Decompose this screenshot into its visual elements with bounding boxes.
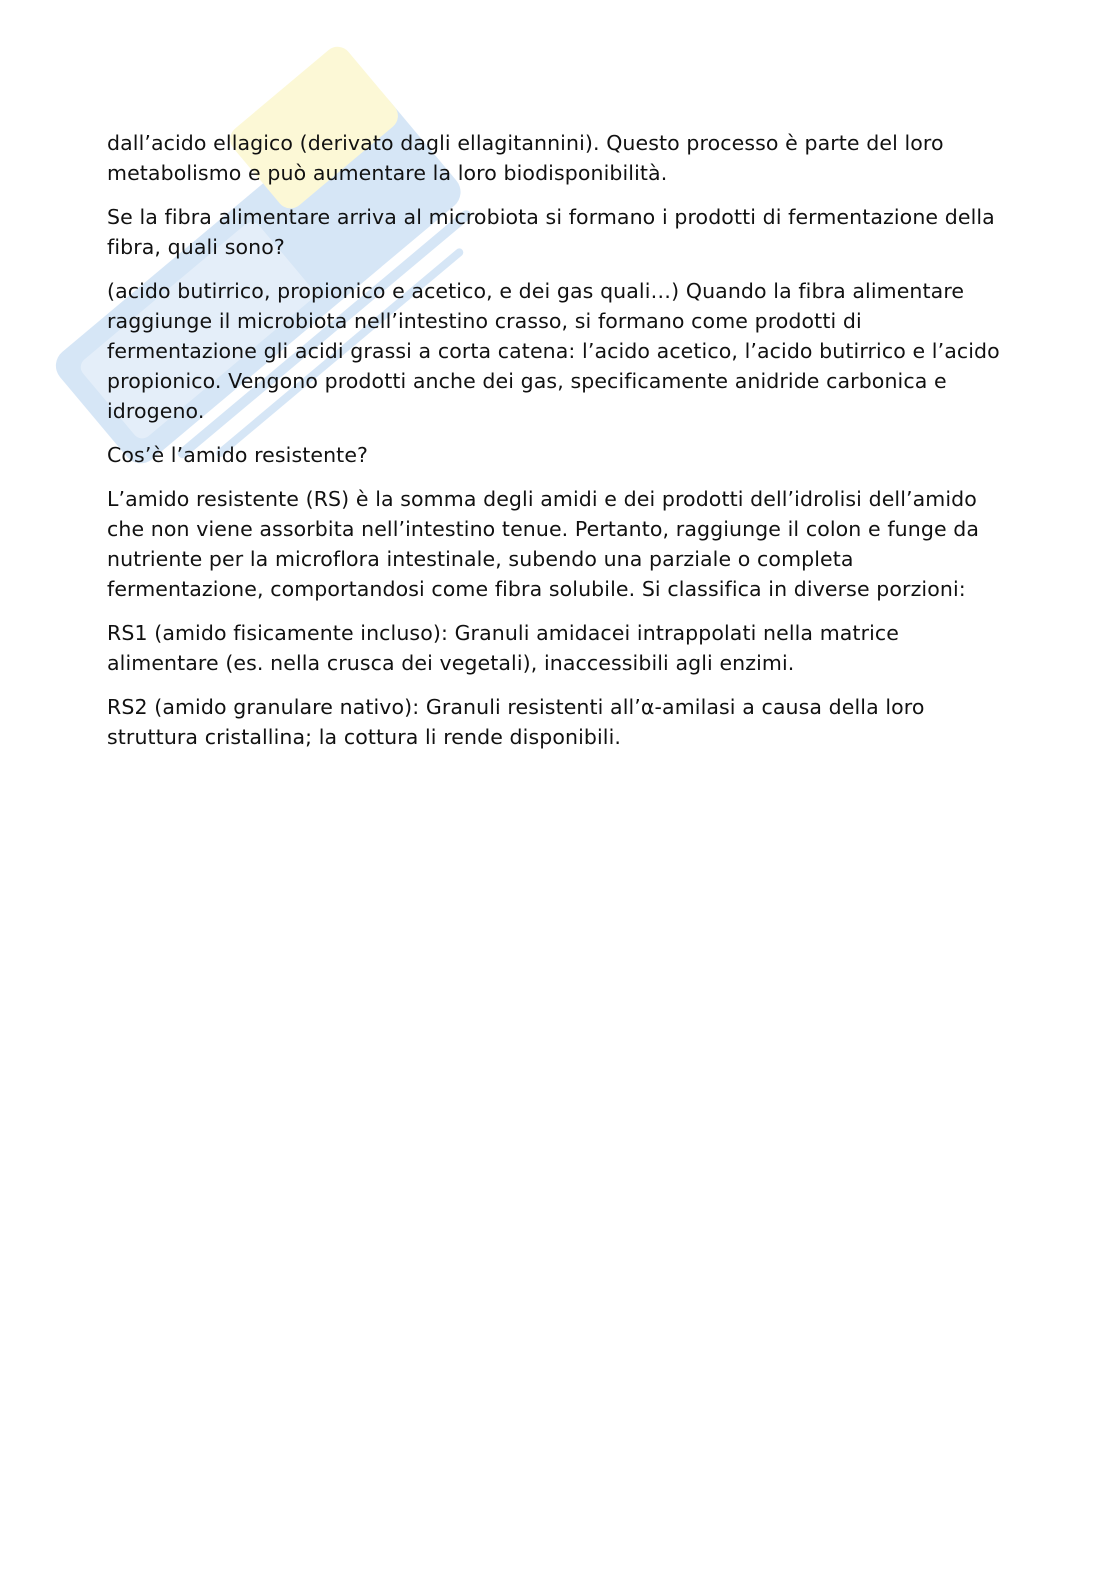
paragraph-answer-resistant-starch: L’amido resistente (RS) è la somma degli amidi e dei prodotti dell’idrolisi dell’amido che non viene assorbita nell’intestino tenue. Pertanto, raggiunge il colon e funge da nutriente per la microflora intestinale, subendo una parziale o completa fermentazione, comportandosi come fibra solubile. Si classifica in diverse porzioni: bbox=[107, 487, 980, 601]
paragraph-rs2: RS2 (amido granulare nativo): Granuli resistenti all’α-amilasi a causa della loro struttura cristallina; la cottura li rende disponibili. bbox=[107, 695, 925, 749]
paragraph-question-fermentation: Se la fibra alimentare arriva al microbiota si formano i prodotti di fermentazione della fibra, quali sono? bbox=[107, 205, 995, 259]
paragraph-rs1: RS1 (amido fisicamente incluso): Granuli amidacei intrappolati nella matrice alimentare (es. nella crusca dei vegetali), inaccessibili agli enzimi. bbox=[107, 621, 899, 675]
paragraph-ellagic-acid: dall’acido ellagico (derivato dagli ellagitannini). Questo processo è parte del loro metabolismo e può aumentare la loro biodisponibilità. bbox=[107, 131, 944, 185]
document-body bbox=[107, 128, 1007, 766]
paragraph-question-resistant-starch: Cos’è l’amido resistente? bbox=[107, 443, 369, 467]
paragraph-answer-fermentation: (acido butirrico, propionico e acetico, e dei gas quali…) Quando la fibra alimentare raggiunge il microbiota nell’intestino crasso, si formano come prodotti di fermentazione gli acidi grassi a corta catena: l’acido acetico, l’acido butirrico e l’acido propionico. Vengono prodotti anche dei gas, specificamente anidride carbonica e idrogeno. bbox=[107, 279, 1000, 423]
